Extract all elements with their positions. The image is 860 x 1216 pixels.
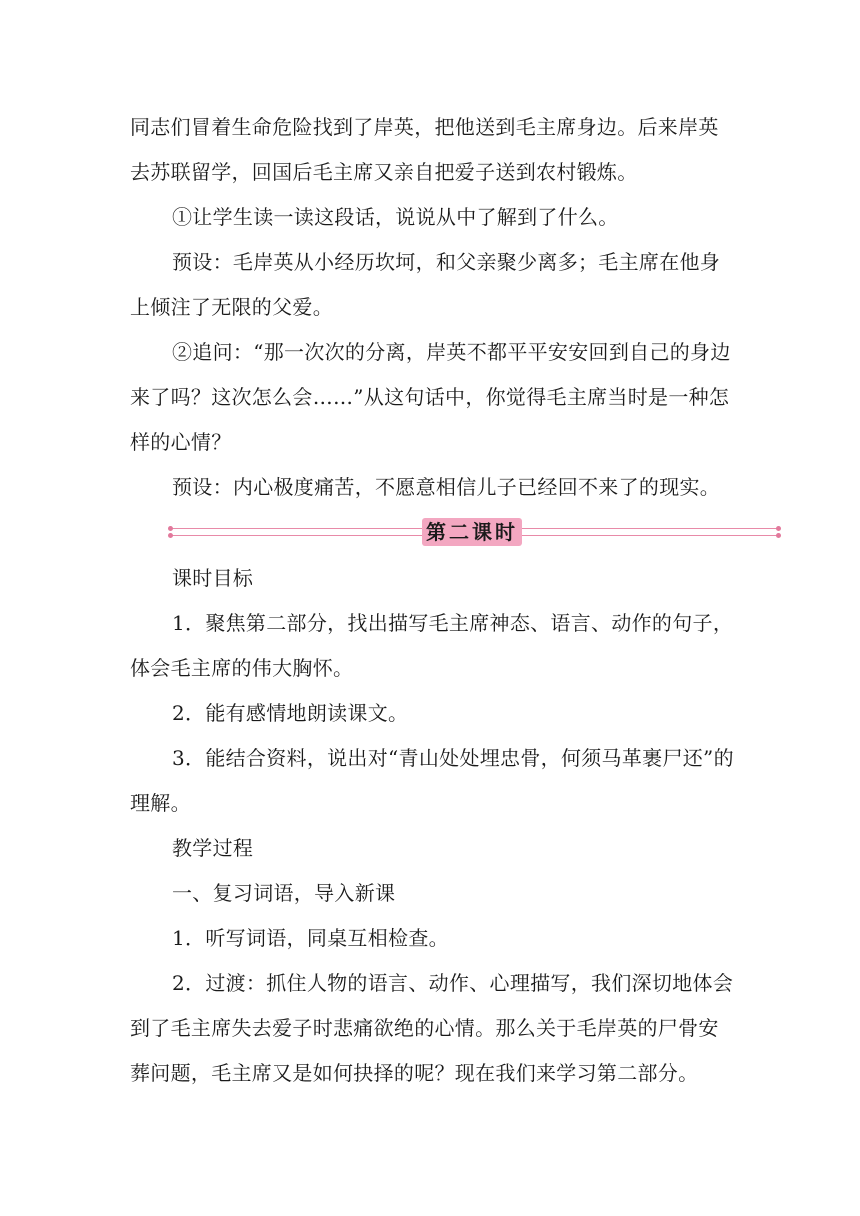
step-item-2: 2．过渡：抓住人物的语言、动作、心理描写，我们深切地体会到了毛主席失去爱子时悲痛欲绝的心情。那么关于毛岸英的尸骨安葬问题，毛主席又是如何抉择的呢？现在我们来学习第二部分。 [130,971,734,1085]
section-divider [170,516,779,548]
step-heading-1: 一、复习词语，导入新课 [172,881,396,905]
paragraph-preset-1: 预设：毛岸英从小经历坎坷，和父亲聚少离多；毛主席在他身上倾注了无限的父爱。 [130,250,721,319]
heading-lesson-goals: 课时目标 [172,566,254,590]
paragraph-instruction-2: ②追问：“那一次次的分离，岸英不都平平安安回到自己的身边来了吗？这次怎么会……”从这句话中，你觉得毛主席当时是一种怎样的心情？ [130,340,731,454]
divider-dot-right-top [776,526,781,531]
goal-item-1: 1．聚焦第二部分，找出描写毛主席神态、语言、动作的句子，体会毛主席的伟大胸怀。 [130,611,734,680]
goal-item-2: 2．能有感情地朗读课文。 [172,701,409,725]
heading-teaching-process: 教学过程 [172,836,254,860]
goal-item-3: 3．能结合资料，说出对“青山处处埋忠骨，何须马革裹尸还”的理解。 [130,746,734,815]
step-item-1: 1．听写词语，同桌互相检查。 [172,926,449,950]
section-heading: 第二课时 [422,518,522,546]
paragraph-continuation: 同志们冒着生命危险找到了岸英，把他送到毛主席身边。后来岸英去苏联留学，回国后毛主席又亲自把爱子送到农村锻炼。 [130,115,719,184]
paragraph-instruction-1: ①让学生读一读这段话，说说从中了解到了什么。 [172,205,619,229]
divider-dot-left-bottom [168,533,173,538]
divider-dot-left-top [168,526,173,531]
paragraph-preset-2: 预设：内心极度痛苦，不愿意相信儿子已经回不来了的现实。 [172,475,721,499]
divider-dot-right-bottom [776,533,781,538]
